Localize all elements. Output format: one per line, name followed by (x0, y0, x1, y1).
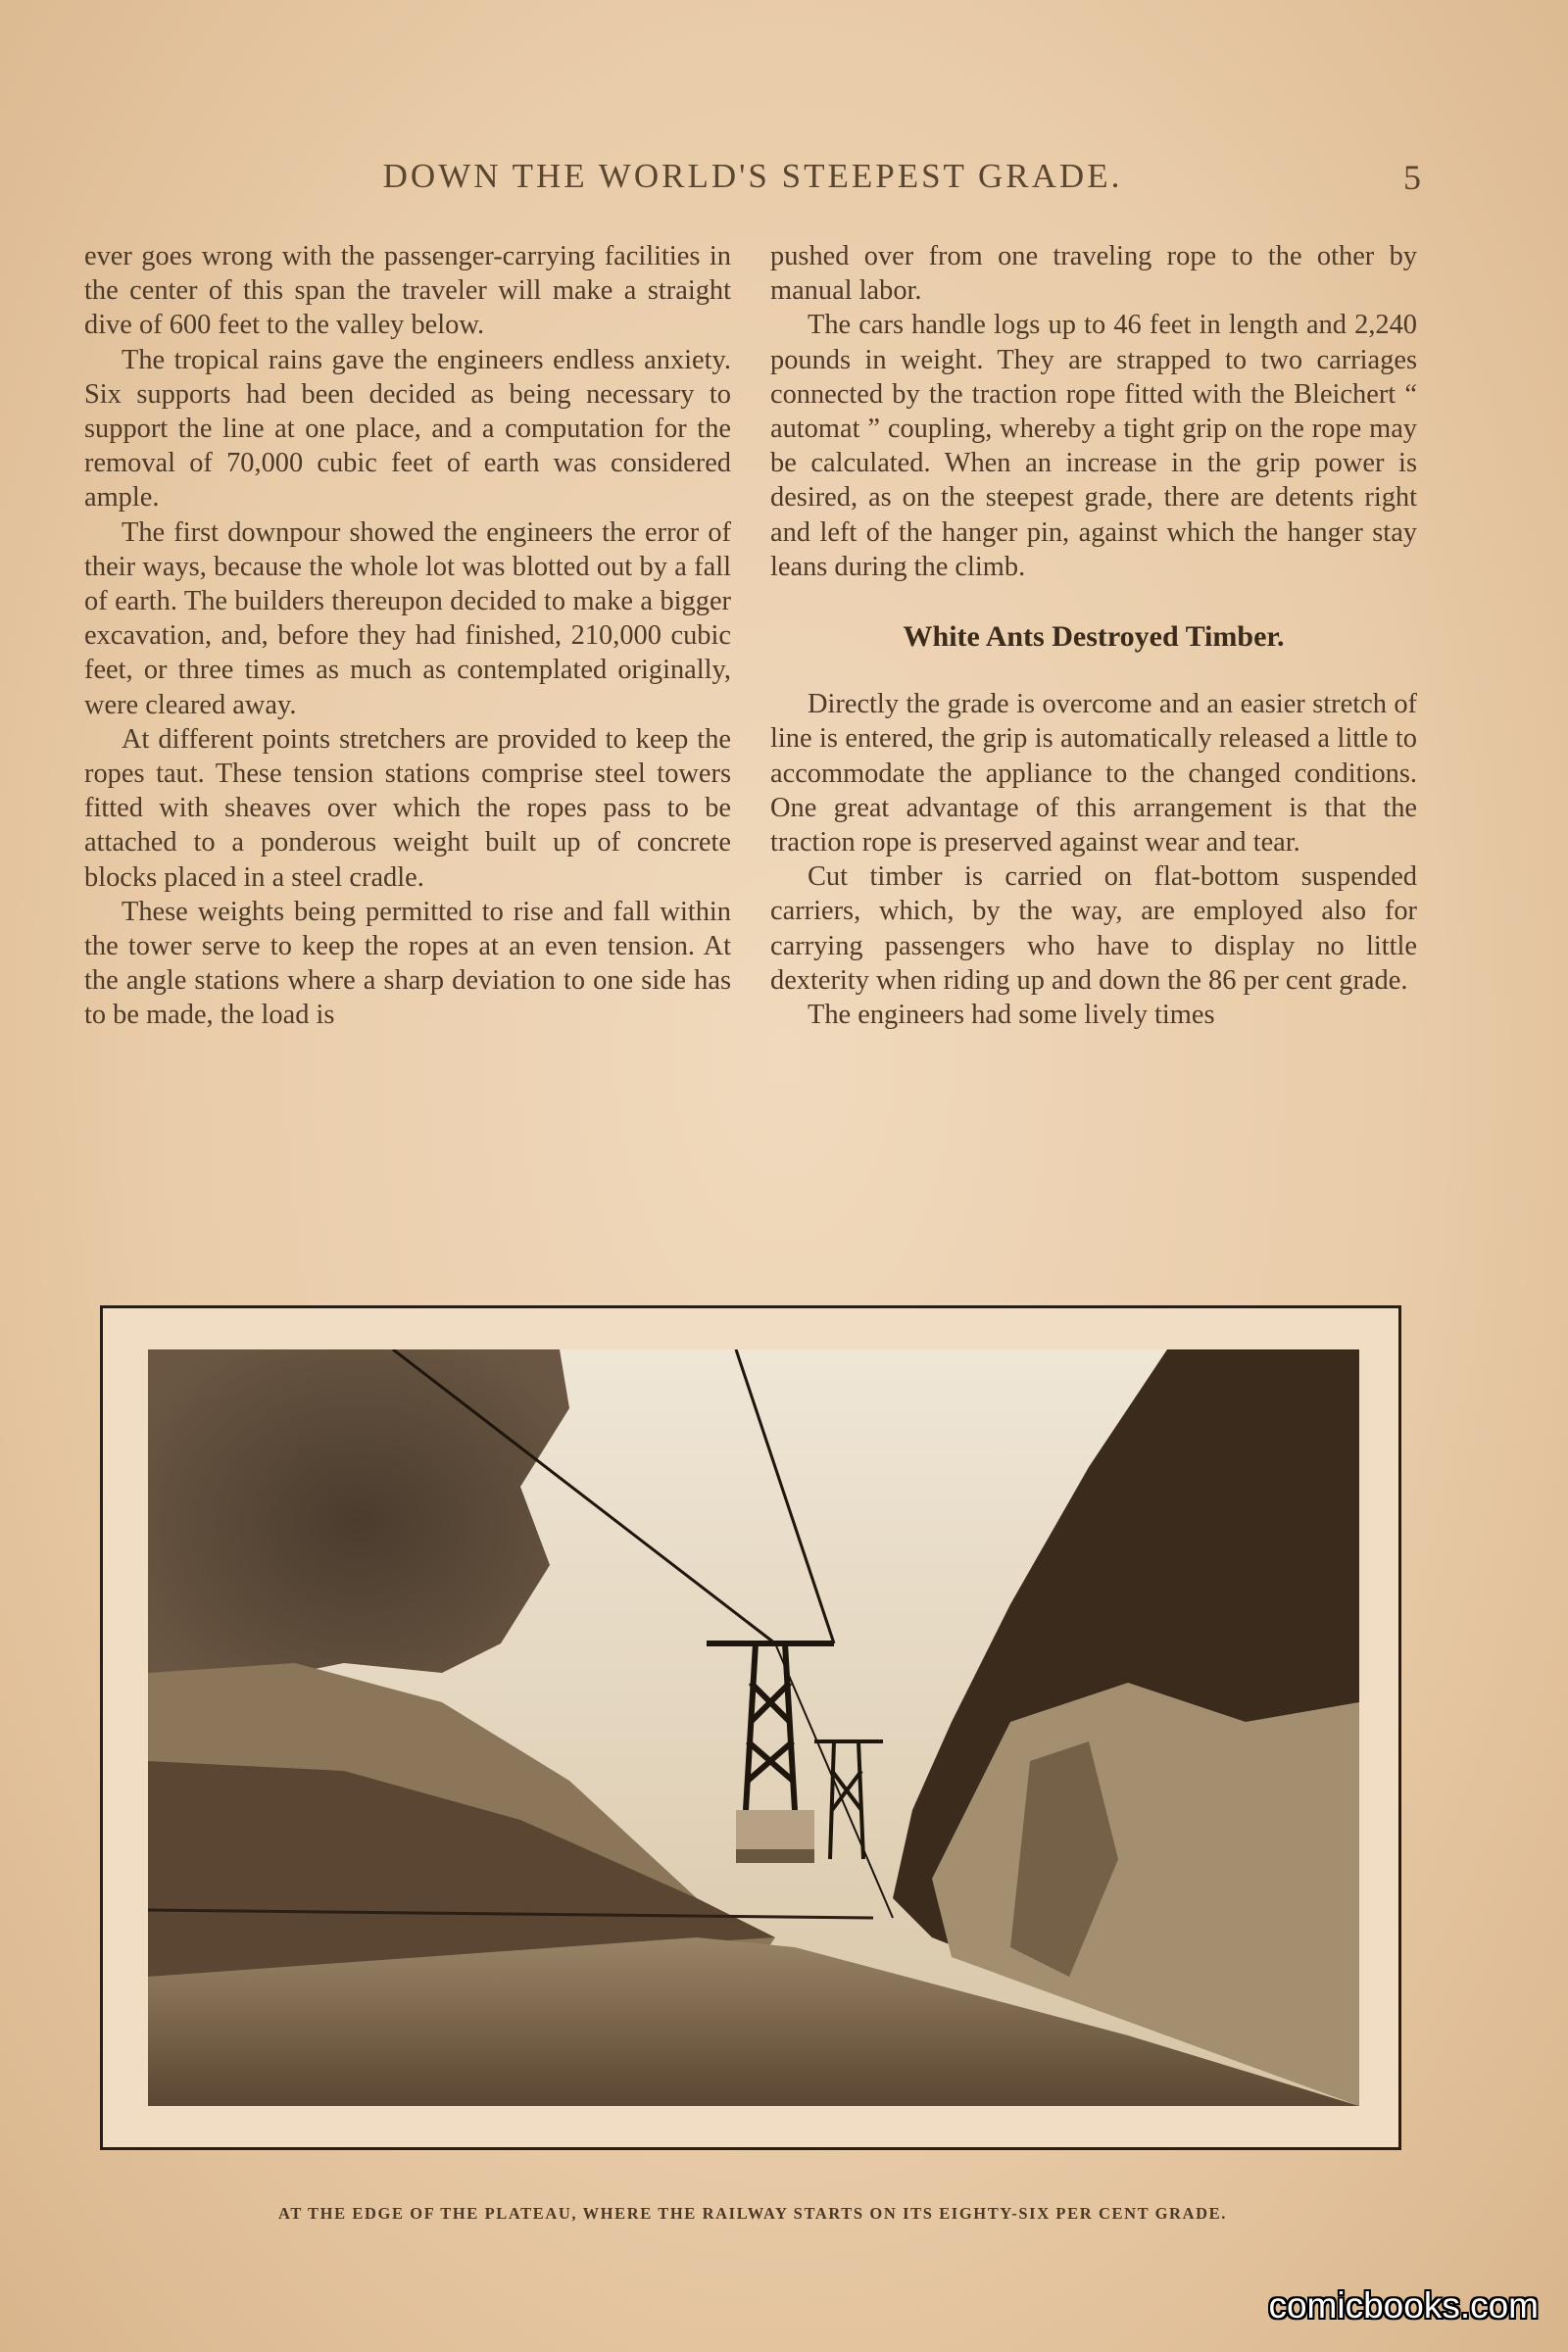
paragraph: The cars handle logs up to 46 feet in length and 2,240 pounds in weight. They are strapped to two carriages connected by the traction rope fitted with the Bleichert “ automat ” coupling, whereby a tight grip on the rope may be calculated. When an increase in the grip power is desired, as on the steepest grade, there are detents right and left of the hanger pin, against which the hanger stay leans during the climb. (770, 310, 1417, 582)
paragraph: The tropical rains gave the engineers endless anxiety. Six supports had been decided as being necessary to support the line at one place, and a computation for the removal of 70,000 cubic feet of earth was considered ample. (84, 344, 731, 514)
watermark-logo: comicbooks.com (1268, 2285, 1539, 2326)
paragraph: ever goes wrong with the passenger-carrying facilities in the center of this span the traveler will make a straight dive of 600 feet to the valley below. (84, 241, 731, 341)
paragraph: At different points stretchers are provided to keep the ropes taut. These tension stations comprise steel towers fitted with sheaves over which the ropes pass to be attached to a ponderous weight built up of concrete blocks placed in a steel cradle. (84, 723, 731, 893)
paragraph: pushed over from one traveling rope to the other by manual labor. (770, 241, 1417, 307)
paragraph: The first downpour showed the engineers the error of their ways, because the whole lot was blotted out by a fall of earth. The builders thereupon decided to make a bigger excavation, and, before they had finished, 210,000 cubic feet, or three times as much as contemplated originally, were cleared away. (84, 516, 731, 720)
right-column (770, 239, 1417, 1032)
section-subhead: White Ants Destroyed Timber. (903, 620, 1285, 654)
figure-caption: AT THE EDGE OF THE PLATEAU, WHERE THE RAILWAY STARTS ON ITS EIGHTY-SIX PER CENT GRADE. (278, 2204, 1227, 2223)
photo-frame (100, 1305, 1401, 2150)
running-title: DOWN THE WORLD'S STEEPEST GRADE. (382, 157, 1123, 195)
running-head (84, 157, 1421, 206)
cableway-photo-illustration (148, 1349, 1359, 2106)
page-number: 5 (1403, 158, 1421, 197)
photograph (148, 1349, 1359, 2106)
paragraph: The engineers had some lively times (808, 1000, 1215, 1031)
left-column (84, 239, 731, 1033)
paragraph: Cut timber is carried on flat-bottom suspended carriers, which, by the way, are employed also for carrying passengers who have to display no little dexterity when riding up and down the 86 per cent grade. (770, 861, 1417, 996)
paragraph: Directly the grade is overcome and an easier stretch of line is entered, the grip is automatically released a little to accommodate the appliance to the changed conditions. One great advantage of this arrangement is that the traction rope is preserved against wear and tear. (770, 689, 1417, 858)
paragraph: These weights being permitted to rise and fall within the tower serve to keep the ropes at an even tension. At the angle stations where a sharp deviation to one side has to be made, the load is (84, 896, 731, 1031)
